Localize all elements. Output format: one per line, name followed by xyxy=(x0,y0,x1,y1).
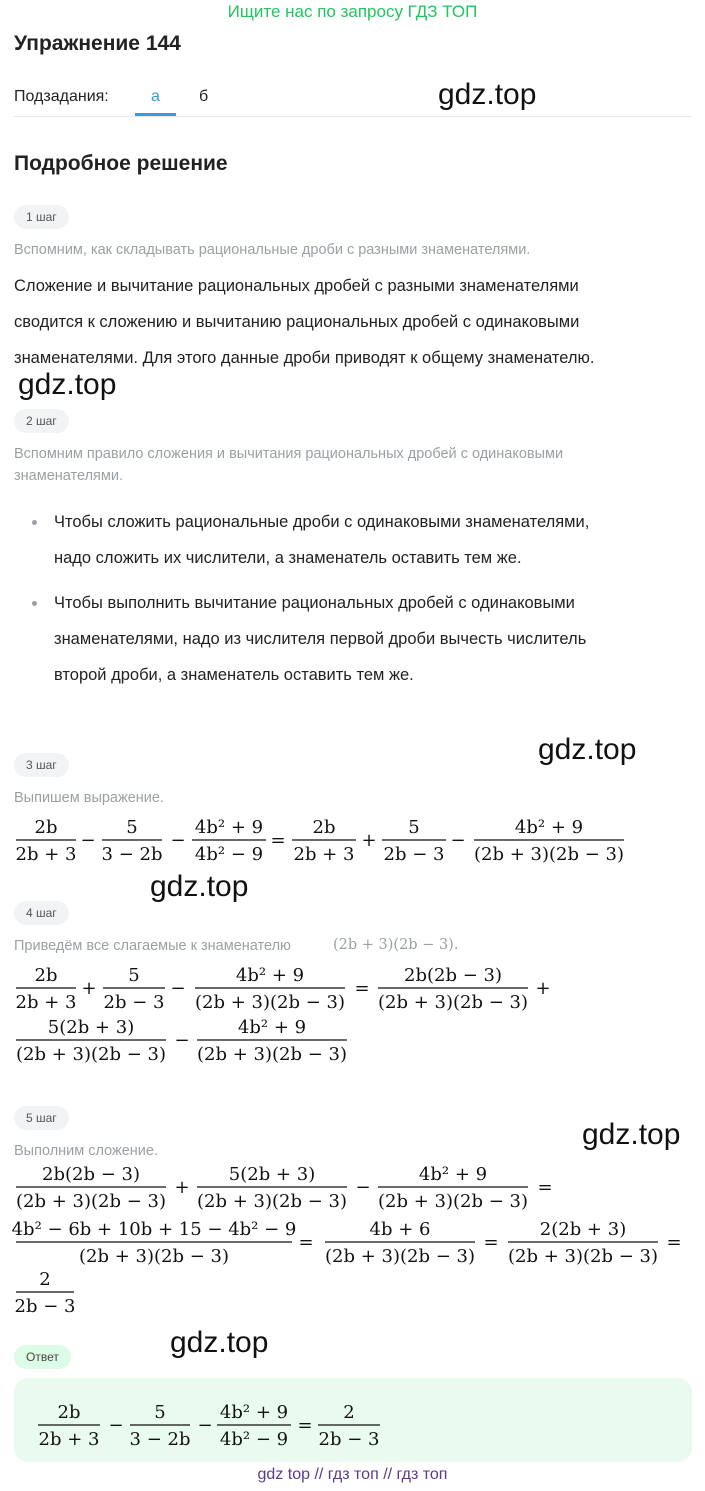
fraction-denominator: (2b + 3)(2b − 3) xyxy=(79,1246,229,1267)
fraction-denominator: 4b² − 9 xyxy=(219,1429,289,1450)
minus-sign: − xyxy=(197,1415,213,1436)
fraction-numerator: 4b² + 9 xyxy=(514,817,584,838)
equals-sign: = xyxy=(483,1232,499,1253)
watermark: gdz.top xyxy=(438,78,537,111)
fraction-denominator: (2b + 3)(2b − 3) xyxy=(378,992,528,1013)
fraction-numerator: 4b² + 9 xyxy=(418,1164,488,1185)
fraction-denominator: 2b − 3 xyxy=(14,1296,76,1317)
bullet-text-line: Чтобы сложить рациональные дроби с одинаковыми знаменателями, xyxy=(54,513,590,531)
fraction-denominator: 2b + 3 xyxy=(15,992,77,1013)
watermark: gdz.top xyxy=(170,1326,269,1359)
step-badge: 5 шаг xyxy=(14,1106,69,1130)
plus-sign: + xyxy=(81,978,97,999)
solution-heading: Подробное решение xyxy=(14,152,228,175)
plus-sign: + xyxy=(361,830,377,851)
fraction-denominator: (2b + 3)(2b − 3) xyxy=(195,992,345,1013)
minus-sign: − xyxy=(450,830,466,851)
bullet-text-line: второй дроби, а знаменатель оставить тем же. xyxy=(54,666,414,684)
fraction-denominator: (2b + 3)(2b − 3) xyxy=(474,844,624,865)
equals-sign: = xyxy=(354,978,370,999)
step-hint: Вспомним, как складывать рациональные дроби с разными знаменателями. xyxy=(14,242,531,258)
fraction-denominator: (2b + 3)(2b − 3) xyxy=(325,1246,475,1267)
watermark: gdz.top xyxy=(582,1118,681,1151)
plus-sign: + xyxy=(535,978,551,999)
tab-subtask-b[interactable]: б xyxy=(199,88,209,105)
step-hint: знаменателями. xyxy=(14,468,123,484)
minus-sign: − xyxy=(355,1177,371,1198)
tab-subtask-a[interactable]: а xyxy=(151,88,160,105)
step-text-line: Сложение и вычитание рациональных дробей с разными знаменателями xyxy=(14,277,579,295)
step-hint-math: (2b + 3)(2b − 3). xyxy=(333,937,459,953)
step-text-line: сводится к сложению и вычитанию рациональных дробей с одинаковыми xyxy=(14,313,580,331)
bullet-text-line: Чтобы выполнить вычитание рациональных дробей с одинаковыми xyxy=(54,594,575,612)
bullet-text-line: надо сложить их числители, а знаменатель оставить тем же. xyxy=(54,549,522,567)
equals-sign: = xyxy=(298,1232,314,1253)
minus-sign: − xyxy=(80,830,96,851)
step-hint: Выполним сложение. xyxy=(14,1143,158,1159)
fraction-denominator: 2b + 3 xyxy=(15,844,77,865)
step-hint: Выпишем выражение. xyxy=(14,790,164,806)
fraction-numerator: 4b² + 9 xyxy=(194,817,264,838)
fraction-numerator: 4b + 6 xyxy=(369,1219,431,1240)
plus-sign: + xyxy=(174,1177,190,1198)
equals-sign: = xyxy=(537,1177,553,1198)
subtasks-label: Подзадания: xyxy=(14,88,109,105)
fraction-numerator: 5 xyxy=(128,965,140,986)
fraction-numerator: 4b² + 9 xyxy=(237,1017,307,1038)
step-badge: 3 шаг xyxy=(14,753,69,777)
promo-banner: Ищите нас по запросу ГДЗ ТОП xyxy=(227,2,478,21)
step-badge: 4 шаг xyxy=(14,901,69,925)
watermark: gdz.top xyxy=(18,368,117,401)
fraction-numerator: 5(2b + 3) xyxy=(47,1017,135,1038)
step-hint: Приведём все слагаемые к знаменателю xyxy=(14,938,291,954)
step-badge: 2 шаг xyxy=(14,409,69,433)
answer-badge: Ответ xyxy=(14,1345,71,1369)
fraction-numerator: 5 xyxy=(126,817,138,838)
fraction-denominator: (2b + 3)(2b − 3) xyxy=(197,1044,347,1065)
fraction-numerator: 2 xyxy=(39,1269,51,1290)
footer-links: gdz top // гдз топ // гдз топ xyxy=(257,1466,448,1483)
minus-sign: − xyxy=(174,1030,190,1051)
fraction-numerator: 4b² − 6b + 10b + 15 − 4b² − 9 xyxy=(11,1219,297,1240)
fraction-numerator: 2b xyxy=(57,1402,81,1423)
minus-sign: − xyxy=(108,1415,124,1436)
step-hint: Вспомним правило сложения и вычитания рациональных дробей с одинаковыми xyxy=(14,446,564,462)
fraction-denominator: (2b + 3)(2b − 3) xyxy=(378,1191,528,1212)
fraction-numerator: 2b xyxy=(312,817,336,838)
bullet-text-line: знаменателями, надо из числителя первой дроби вычесть числитель xyxy=(54,630,587,648)
step-text-line: знаменателями. Для этого данные дроби приводят к общему знаменателю. xyxy=(14,349,595,367)
fraction-numerator: 2b xyxy=(34,817,58,838)
equals-sign: = xyxy=(666,1232,682,1253)
fraction-denominator: (2b + 3)(2b − 3) xyxy=(197,1191,347,1212)
fraction-denominator: 4b² − 9 xyxy=(194,844,264,865)
fraction-numerator: 5(2b + 3) xyxy=(228,1164,316,1185)
fraction-denominator: 2b + 3 xyxy=(38,1429,100,1450)
fraction-denominator: 3 − 2b xyxy=(129,1429,191,1450)
fraction-denominator: 3 − 2b xyxy=(101,844,163,865)
fraction-numerator: 2b xyxy=(34,965,58,986)
fraction-denominator: (2b + 3)(2b − 3) xyxy=(16,1044,166,1065)
step-badge: 1 шаг xyxy=(14,205,69,229)
fraction-numerator: 2(2b + 3) xyxy=(539,1219,627,1240)
fraction-numerator: 2 xyxy=(343,1402,355,1423)
watermark: gdz.top xyxy=(538,733,637,766)
fraction-denominator: 2b − 3 xyxy=(383,844,445,865)
minus-sign: − xyxy=(170,830,186,851)
fraction-numerator: 4b² + 9 xyxy=(219,1402,289,1423)
fraction-numerator: 5 xyxy=(154,1402,166,1423)
equals-sign: = xyxy=(297,1415,313,1436)
fraction-denominator: 2b − 3 xyxy=(318,1429,380,1450)
equals-sign: = xyxy=(270,830,286,851)
fraction-denominator: 2b − 3 xyxy=(103,992,165,1013)
fraction-denominator: 2b + 3 xyxy=(293,844,355,865)
fraction-denominator: (2b + 3)(2b − 3) xyxy=(508,1246,658,1267)
fraction-numerator: 2b(2b − 3) xyxy=(404,965,502,986)
minus-sign: − xyxy=(170,978,186,999)
watermark: gdz.top xyxy=(150,870,249,903)
page-title: Упражнение 144 xyxy=(14,32,181,55)
fraction-numerator: 4b² + 9 xyxy=(235,965,305,986)
fraction-numerator: 2b(2b − 3) xyxy=(42,1164,140,1185)
fraction-denominator: (2b + 3)(2b − 3) xyxy=(16,1191,166,1212)
fraction-numerator: 5 xyxy=(408,817,420,838)
